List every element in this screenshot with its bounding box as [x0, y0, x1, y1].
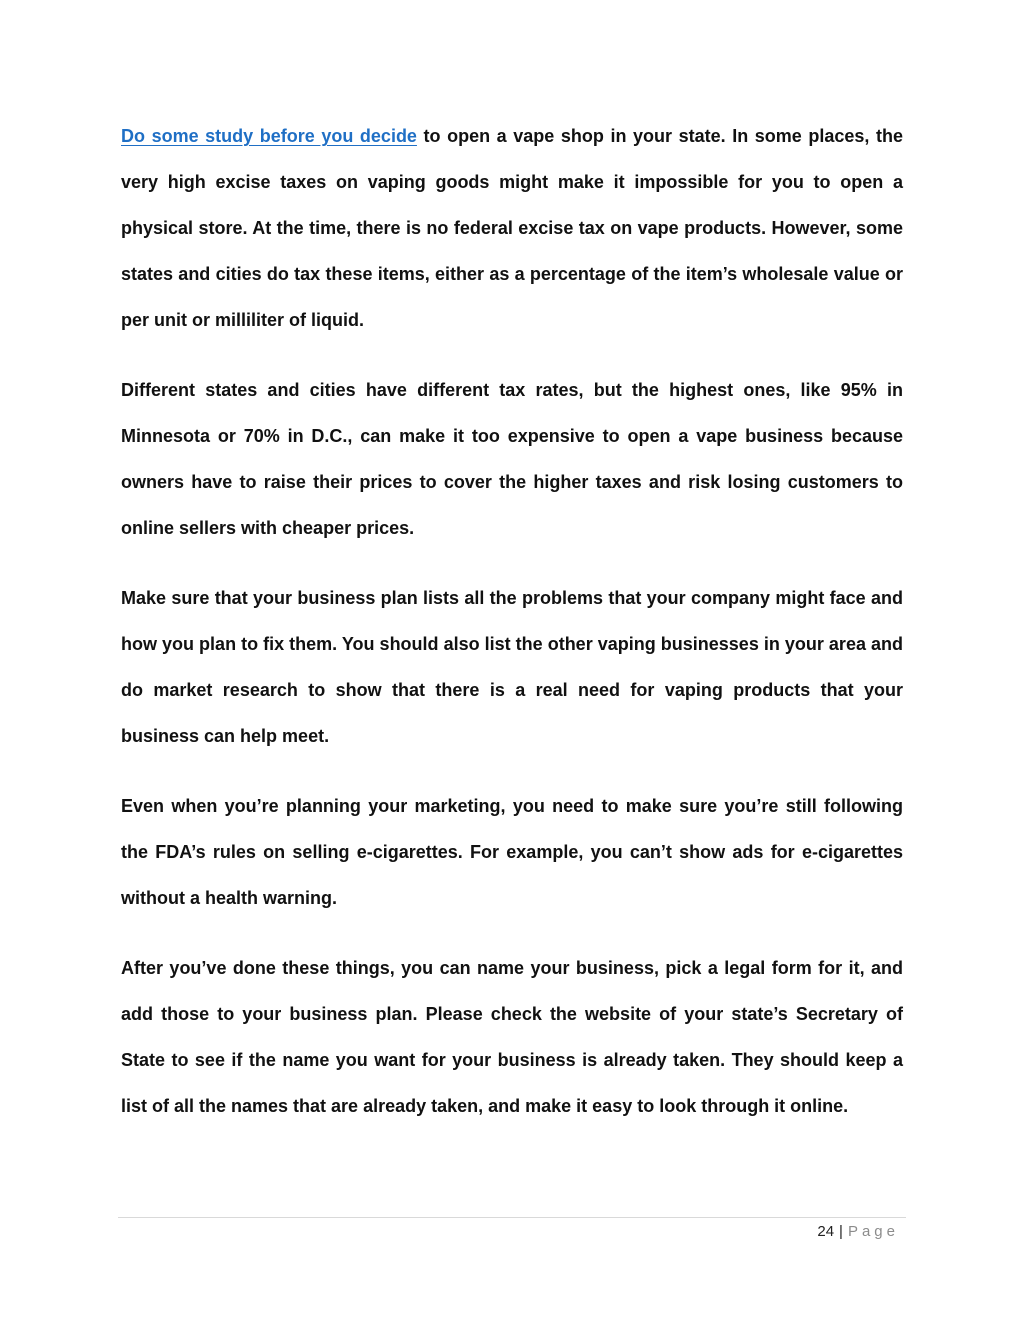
study-link[interactable]: Do some study before you decide	[121, 126, 417, 146]
paragraph-4: Even when you’re planning your marketing, you need to make sure you’re still following the FDA’s rules on selling e-cigarettes. For example, you can’t show ads for e-cigarettes without a health warning.	[121, 796, 903, 908]
paragraph-3: Make sure that your business plan lists all the problems that your company might face and how you plan to fix them. You should also list the other vaping businesses in your area and do market research to show that there is a real need for vaping products that your business can help meet.	[121, 588, 903, 746]
page-label: Page	[847, 1223, 899, 1240]
paragraph-1-text: to open a vape shop in your state. In some places, the very high excise taxes on vaping goods might make it impossible for you to open a physical store. At the time, there is no federal excise tax on vape products. However, some states and cities do tax these items, either as a percentage of the item’s wholesale value or per unit or milliliter of liquid.	[121, 126, 903, 330]
page-number: 24	[817, 1223, 835, 1240]
footer-separator: |	[839, 1223, 843, 1240]
paragraph-2: Different states and cities have different tax rates, but the highest ones, like 95% in Minnesota or 70% in D.C., can make it too expensive to open a vape business because owners have to raise their prices to cover the higher taxes and risk losing customers to online sellers with cheaper prices.	[121, 380, 903, 538]
paragraph-1	[121, 113, 903, 343]
page-footer	[817, 1221, 899, 1243]
footer-divider	[118, 1217, 906, 1218]
document-body	[121, 113, 903, 1153]
paragraph-5: After you’ve done these things, you can name your business, pick a legal form for it, and add those to your business plan. Please check the website of your state’s Secretary of State to see if the name you want for your business is already taken. They should keep a list of all the names that are already taken, and make it easy to look through it online.	[121, 958, 903, 1116]
